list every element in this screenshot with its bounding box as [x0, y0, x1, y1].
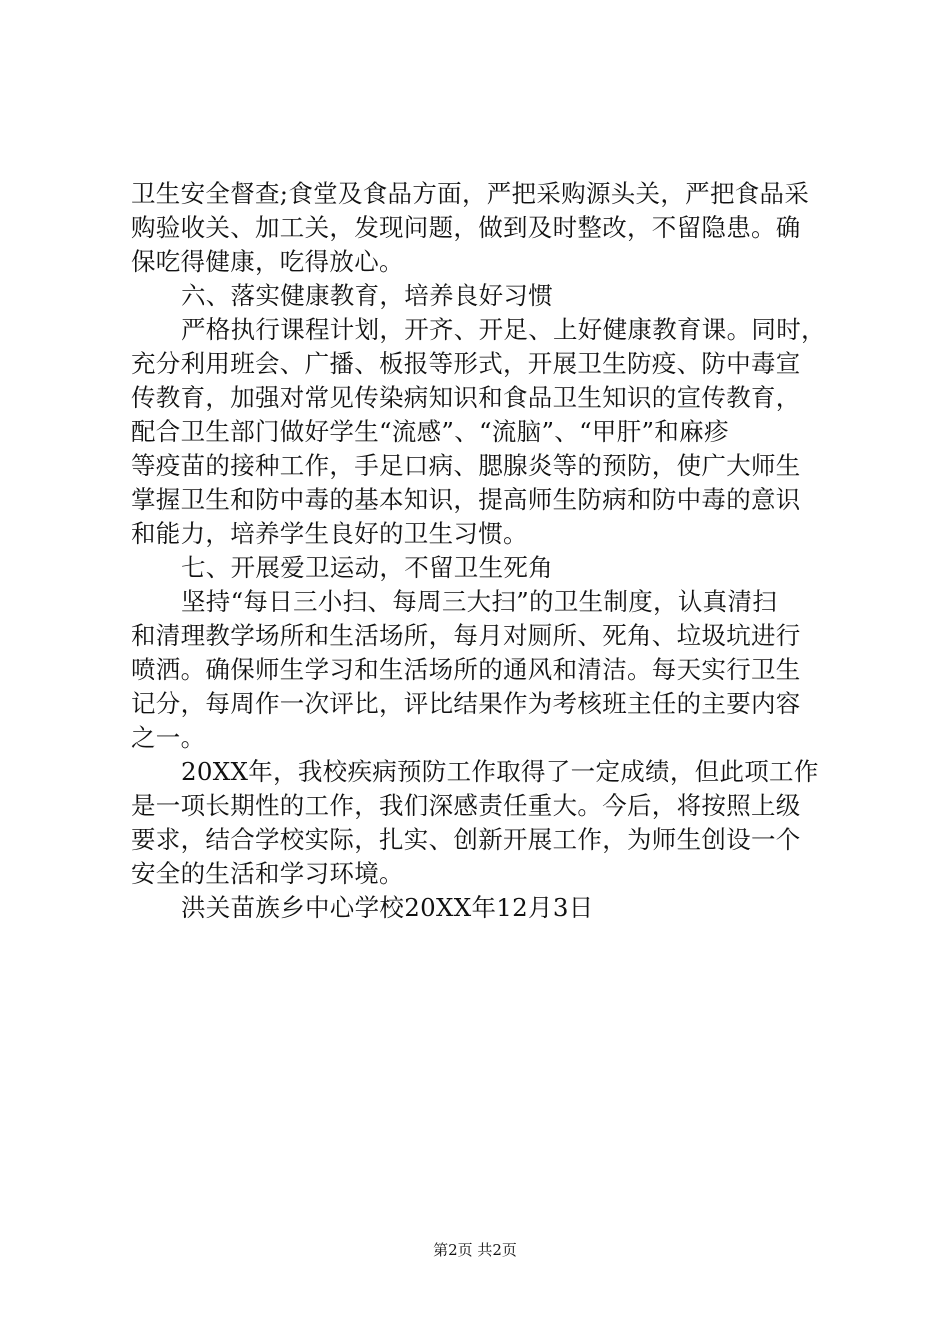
body-text-line: 坚持“每日三小扫、每周三大扫”的卫生制度，认真清扫 [181, 587, 778, 616]
body-text-line: 要求，结合学校实际，扎实、创新开展工作，为师生创设一个 [131, 825, 801, 854]
signature-line: 洪关苗族乡中心学校20XX年12月3日 [181, 893, 594, 922]
section-heading: 六、落实健康教育，培养良好习惯 [181, 281, 553, 310]
body-text-line: 掌握卫生和防中毒的基本知识，提高师生防病和防中毒的意识 [131, 485, 801, 514]
body-text-line: 记分，每周作一次评比，评比结果作为考核班主任的主要内容 [131, 689, 801, 718]
body-text-line: 之一。 [131, 723, 206, 752]
body-text-line: 配合卫生部门做好学生“流感”、“流脑”、“甲肝”和麻疹 [131, 417, 729, 446]
body-text-line: 卫生安全督查;食堂及食品方面，严把采购源头关，严把食品采 [131, 179, 810, 208]
body-text-line: 充分利用班会、广播、板报等形式，开展卫生防疫、防中毒宣 [131, 349, 801, 378]
page-number-footer: 第2页 共2页 [433, 1241, 517, 1259]
body-text-line: 传教育，加强对常见传染病知识和食品卫生知识的宣传教育， [131, 383, 801, 412]
section-heading: 七、开展爱卫运动，不留卫生死角 [181, 553, 553, 582]
body-text-line: 严格执行课程计划，开齐、开足、上好健康教育课。同时， [181, 315, 826, 344]
body-text-line: 安全的生活和学习环境。 [131, 859, 404, 888]
body-text-line: 和能力，培养学生良好的卫生习惯。 [131, 519, 528, 548]
body-text-line: 喷洒。确保师生学习和生活场所的通风和清洁。每天实行卫生 [131, 655, 801, 684]
body-text-line: 20XX年，我校疾病预防工作取得了一定成绩，但此项工作 [181, 757, 819, 786]
body-text-line: 和清理教学场所和生活场所，每月对厕所、死角、垃圾坑进行 [131, 621, 801, 650]
body-text-line: 购验收关、加工关，发现问题，做到及时整改，不留隐患。确 [131, 213, 801, 242]
body-text-line: 保吃得健康，吃得放心。 [131, 247, 404, 276]
body-text-line: 是一项长期性的工作，我们深感责任重大。今后，将按照上级 [131, 791, 801, 820]
body-text-line: 等疫苗的接种工作，手足口病、腮腺炎等的预防，使广大师生 [131, 451, 801, 480]
